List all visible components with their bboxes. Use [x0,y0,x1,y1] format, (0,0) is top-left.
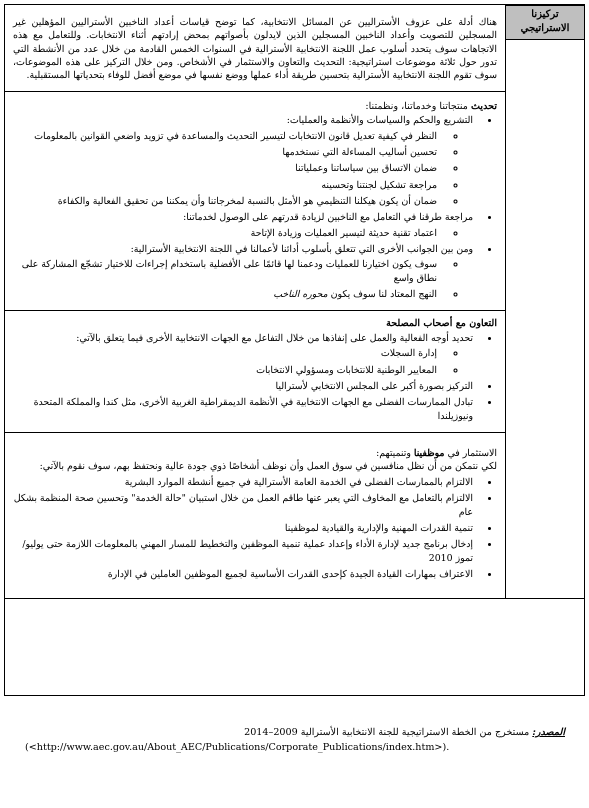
sub-list [13,258,473,301]
sub-list [13,227,473,240]
strategy-table [4,4,585,696]
list-item [13,114,479,208]
invest-section [5,433,505,598]
invest-heading-bold: موظفينا [413,448,445,460]
list-item: • الالتزام بالممارسات الفضلى في الخدمة العامة الأسترالية في جميع أنشطة الموارد البشرية [13,476,479,489]
modernise-section [5,92,505,312]
invest-lead: لكي نتمكن من أن نظل منافسين في سوق العمل وأن نوظف أشخاصًا ذوي جودة عالية ونحتفظ بهم، سوف نقوم بالآتي: [39,461,497,473]
sub-list-item: ◦ سوف يكون اختيارنا للعمليات ودعمنا لها قائمًا على الأفضلية باستخدام إجراءات للاختيار تشجّع المشاركة على نطاق واسع [13,258,445,285]
sub-list-item: ◦ ضمان الاتساق بين سياساتنا وعملياتنا [13,162,445,175]
italic-emphasis: محوره الناخب [273,289,328,301]
modernise-heading-rest: منتجاتنا وخدماتنا، ونظمتنا: [365,100,471,112]
sub-list-item: ◦ المعايير الوطنية للانتخابات ومسؤولي الانتخابات [13,364,445,377]
list-item-text: التشريع والحكم والسياسات والأنظمة والعمليات: [286,115,473,127]
list-item [13,211,479,240]
list-item: • التركيز بصورة أكبر على المجلس الانتخابي لأستراليا [13,380,479,393]
collaborate-heading: التعاون مع أصحاب المصلحة [386,318,497,330]
modernise-heading-bold: تحديث [471,100,497,112]
sub-list-item [13,288,445,301]
list-item [13,243,479,301]
sub-list-item: ◦ تحسين أساليب المساءلة التي نستخدمها [13,146,445,159]
strategic-focus-label: تركيزنا الاستراتيجي [506,5,584,40]
list-item: • تنمية القدرات المهنية والإدارية والقيادية لموظفينا [13,522,479,535]
sub-list [13,130,473,209]
invest-heading [13,447,497,460]
intro-section [5,5,505,92]
list-item-text: تحديد أوجه الفعالية والعمل على إنفاذها من خلال التفاعل مع الجهات الانتخابية الأخرى فيما يتعلق بالآتي: [76,333,473,345]
source-note [25,726,565,756]
collaborate-list [13,332,497,423]
label-cell [506,5,585,599]
source-text: مستخرج من الخطة الاستراتيجية للجنة الانتخابية الأسترالية 2009–2014 [244,727,533,738]
modernise-list [13,114,497,301]
sub-list-item: ◦ مراجعة تشكيل لجنتنا وتحسينه [13,179,445,192]
content-cell [5,5,506,599]
list-item [13,332,479,377]
invest-list [13,476,497,581]
modernise-heading [13,100,497,114]
invest-heading-tail: وتنميتهم: [376,448,414,460]
source-line [25,726,565,741]
sub-list [13,347,473,377]
sub-list-item-text: النهج المعتاد لنا سوف يكون [327,289,437,301]
sub-list-item: ◦ إدارة السجلات [13,347,445,360]
list-item: • تبادل الممارسات الفضلى مع الجهات الانتخابية في الأنظمة الديمقراطية الغربية الأخرى، مثل كندا والمملكة المتحدة ونيوزيلندا [13,396,479,423]
intro-paragraph: هناك أدلة على عزوف الأستراليين عن المسائل الانتخابية، كما توضح قياسات أعداد الناخبين الأستراليين المؤهلين غير المسجلين للتصويت وأعداد الناخبين المسجلين الذين لايدلون بأصواتهم بمحض إرادتهم أثناء الانتخابات. وللتعامل مع هذه الاتجاهات سوف يتحدد أسلوب عمل اللجنة الانتخابية الأسترالية في السنوات الخمس القادمة من خلال عدد من الأنشطة التي تدور حول ثلاثة موضوعات استراتيجية: التحديث والتعاون والاستثمار في الأشخاص. ومن خلال التركيز على هذه الموضوعات، سوف تقوم اللجنة الانتخابية الأسترالية بتحسين طريقة أداء عملها ووضع نفسها في موضع أفضل للوفاء بتحدياتها المستقبلية. [13,17,497,82]
list-item: • الاعتراف بمهارات القيادة الجيدة كإحدى القدرات الأساسية لجميع الموظفين العاملين في الإدارة [13,568,479,581]
sub-list-item: ◦ ضمان أن يكون هيكلنا التنظيمي هو الأمثل بالنسبة لمخرجاتنا وأن يمكننا من تحقيق الفعالية والكفاءة [13,195,445,208]
source-url: (<http://www.aec.gov.au/About_AEC/Publications/Corporate_Publications/index.htm>). [25,741,450,753]
sub-list-item: ◦ اعتماد تقنية حديثة لتيسير العمليات وزيادة الإتاحة [13,227,445,240]
invest-heading-rest: الاستثمار في [444,448,497,460]
list-item: • إدخال برنامج جديد لإدارة الأداء وإعداد عملية تنمية الموظفين والتخطيط للمسار المهني بالمعلومات اللازمة حتى يوليو/تموز 2010 [13,538,479,565]
sub-list-item: ◦ النظر في كيفية تعديل قانون الانتخابات لتيسير التحديث والمساعدة في تزويد واضعي القوانين بالمعلومات [13,130,445,143]
list-item-text: مراجعة طرقنا في التعامل مع الناخبين لزيادة قدرتهم على الوصول لخدماتنا: [183,212,473,224]
collaborate-section [5,311,505,433]
source-row [5,599,585,696]
list-item-text: ومن بين الجوانب الأخرى التي تتعلق بأسلوب أدائنا لأعمالنا في اللجنة الانتخابية الأسترالية: [130,244,473,256]
source-label: المصدر: [532,727,565,738]
list-item: • الالتزام بالتعامل مع المخاوف التي يعبر عنها طاقم العمل من خلال استبيان "حالة الخدمة" وتحسين صحة المنظمة بشكل عام [13,492,479,519]
source-cell [5,599,585,696]
